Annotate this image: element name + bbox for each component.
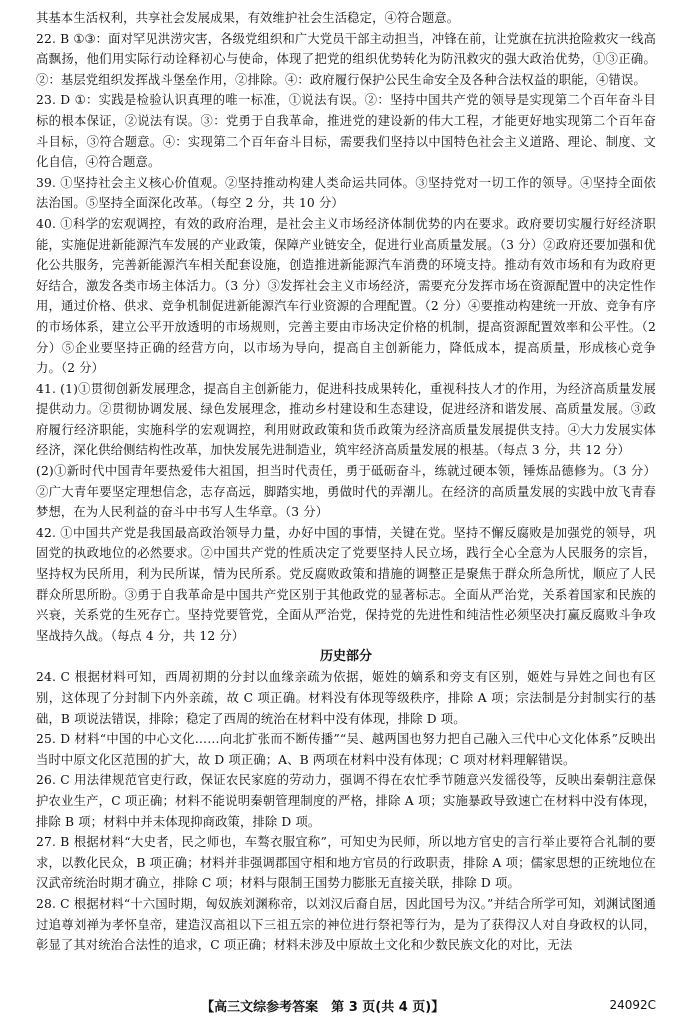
answer-41-part1: 41. (1)①贯彻创新发展理念，提高自主创新能力，促进科技成果转化，重视科技人才的作用，为经济高质量发展提供动力。②贯彻协调发展、绿色发展理念，推动乡村建设和生态建设，促进经济和谐发展、高质量发展。③政府履行经济职能，实施科学的宏观调控，利用财政政策和货币政策为经济高质量发展提供支持。④大力发展实体经济，深化供给侧结构性改革，加快发展先进制造业，筑牢经济高质量发展的根基。（每点 3 分，共 12 分）: [36, 381, 656, 458]
answer-25: 25. D 材料“中国的中心文化……向北扩张而不断传播”“吴、越两国也努力把自己融入三代中心文化体系”反映出当时中原文化区范围的扩大，故 D 项正确；A、B 两项在材料中没有体现；C 项对材料理解错误。: [36, 732, 656, 767]
answer-40: 40. ①科学的宏观调控，有效的政府治理，是社会主义市场经济体制优势的内在要求。政府要切实履行好经济职能，实施促进新能源汽车发展的产业政策，保障产业链安全，促进行业高质量发展。（3 分）②政府还要加强和优化公共服务，完善新能源汽车相关配套设施，创造推进新能源汽车消费的环境支持。推动有效市场和有为政府更好结合，激发各类市场主体活力。（3 分）③发挥社会主义市场经济，需要充分发挥市场在资源配置中的决定性作用，通过价格、供求、竞争机制促进新能源汽车行业资源的合理配置。（2 分）④要推动构建统一开放、竞争有序的市场体系，建立公平开放透明的市场规则，完善主要由市场决定价格的机制，提高资源配置效率和公平性。（2 分）⑤企业要坚持正确的经营方向，以市场为导向，提高自主创新能力，降低成本，提高质量，形成核心竞争力。（2 分）: [36, 216, 657, 376]
answer-26: 26. C 用法律规范官吏行政，保证农民家庭的劳动力，强调不得在农忙季节随意兴发徭役等，反映出秦朝注意保护农业生产，C 项正确；材料不能说明秦朝管理制度的严格，排除 A 项；实施暴政导致速亡在材料中没有体现，排除 B 项；材料中并未体现抑商政策，排除 D 项。: [36, 773, 656, 829]
answer-42: 42. ①中国共产党是我国最高政治领导力量，办好中国的事情，关键在党。坚持不懈反腐败是加强党的领导，巩固党的执政地位的必然要求。②中国共产党的性质决定了党要坚持人民立场，践行全心全意为人民服务的宗旨，坚持权为民所用，利为民所谋，情为民所系。党反腐败政策和措施的调整正是聚焦于群众所急所忧，顺应了人民群众所思所盼。③勇于自我革命是中国共产党区别于其他政党的显著标志。全面从严治党，关系着国家和民族的兴衰，关系党的生死存亡。坚持党要管党，全面从严治党，保持党的先进性和纯洁性必须坚决打赢反腐败斗争攻坚战持久战。（每点 4 分，共 12 分）: [36, 525, 656, 643]
footer-doc-code: 24092C: [609, 998, 656, 1012]
history-answers: [36, 667, 656, 955]
page-footer: [36, 994, 656, 1016]
footer-page-label: 【高三文综参考答案 第 3 页(共 4 页)】: [201, 999, 445, 1015]
history-section-title: 历史部分: [319, 649, 372, 665]
politics-answers: [36, 29, 656, 647]
answer-27: 27. B 根据材料“大史者，民之师也，车骜衣服宜称”，可知史为民师，所以地方官史的言行举止要符合礼制的要求，以教化民众，B 项正确；材料并非强调郡国守相和地方官员的行政职责，排除 A 项；儒家思想的正统地位在汉武帝统治时期才确立，排除 C 项；材料与限制王国势力膨胀无直接关联，排除 D 项。: [36, 835, 656, 891]
answer-39: 39. ①坚持社会主义核心价值观。②坚持推动构建人类命运共同体。③坚持党对一切工作的领导。④坚持全面依法治国。⑤坚持全面深化改革。（每空 2 分，共 10 分）: [36, 175, 656, 211]
continued-paragraph: 其基本生活权利，共享社会发展成果，有效维护社会生活稳定，④符合题意。: [36, 11, 460, 25]
answer-24: 24. C 根据材料可知，西周初期的分封以血缘亲疏为依据，姬姓的嫡系和旁支有区别，姬姓与异姓之间也有区别，这体现了分封制下内外亲疏，故 C 项正确。材料没有体现等级秩序，排除 A 项；宗法制是分封制实行的基础，B 项说法错误，排除；稳定了西周的统治在材料中没有体现，排除 D 项。: [36, 670, 656, 726]
answer-23: 23. D ①：实践是检验认识真理的唯一标准，①说法有误。②：坚持中国共产党的领导是实现第二个百年奋斗目标的根本保证，②说法有误。③：党勇于自我革命，推进党的建设新的伟大工程，才能更好地实现第二个百年奋斗目标，③符合题意。④：实现第二个百年奋斗目标，需要我们坚持以中国特色社会主义道路、理论、制度、文化自信，④符合题意。: [36, 93, 656, 170]
answer-28: 28. C 根据材料“十六国时期，匈奴族刘渊称帝，以刘汉后裔自居，因此国号为汉。”并结合所学可知，刘渊试图通过追尊刘禅为孝怀皇帝，建造汉高祖以下三祖五宗的神位进行祭祀等行为，是为了获得汉人对自身政权的认同，彰显了其对统治合法性的追求，C 项正确；材料未涉及中原故土文化和少数民族文化的对比，无法: [36, 896, 656, 953]
answer-22: 22. B ①③：面对罕见洪涝灾害，各级党组织和广大党员干部主动担当，冲锋在前，让党旗在抗洪抢险救灾一线高高飘扬，他们用实际行动诠释初心与使命，体现了把党的组织优势转化为防汛救灾的强大政治优势，①③正确。②：基层党组织发挥战斗堡垒作用，②排除。④：政府履行保护公民生命安全及各种合法权益的职能，④错误。: [36, 31, 656, 87]
answer-41-part2: (2)①新时代中国青年要热爱伟大祖国，担当时代责任，勇于砥砺奋斗，练就过硬本领，锤炼品德修为。（3 分）②广大青年要坚定理想信念，志存高远，脚踏实地，勇做时代的弄潮儿。在经济的高质量发展的实践中放飞青春梦想，在为人民利益的奋斗中书写人生华章。（3 分）: [36, 464, 656, 520]
